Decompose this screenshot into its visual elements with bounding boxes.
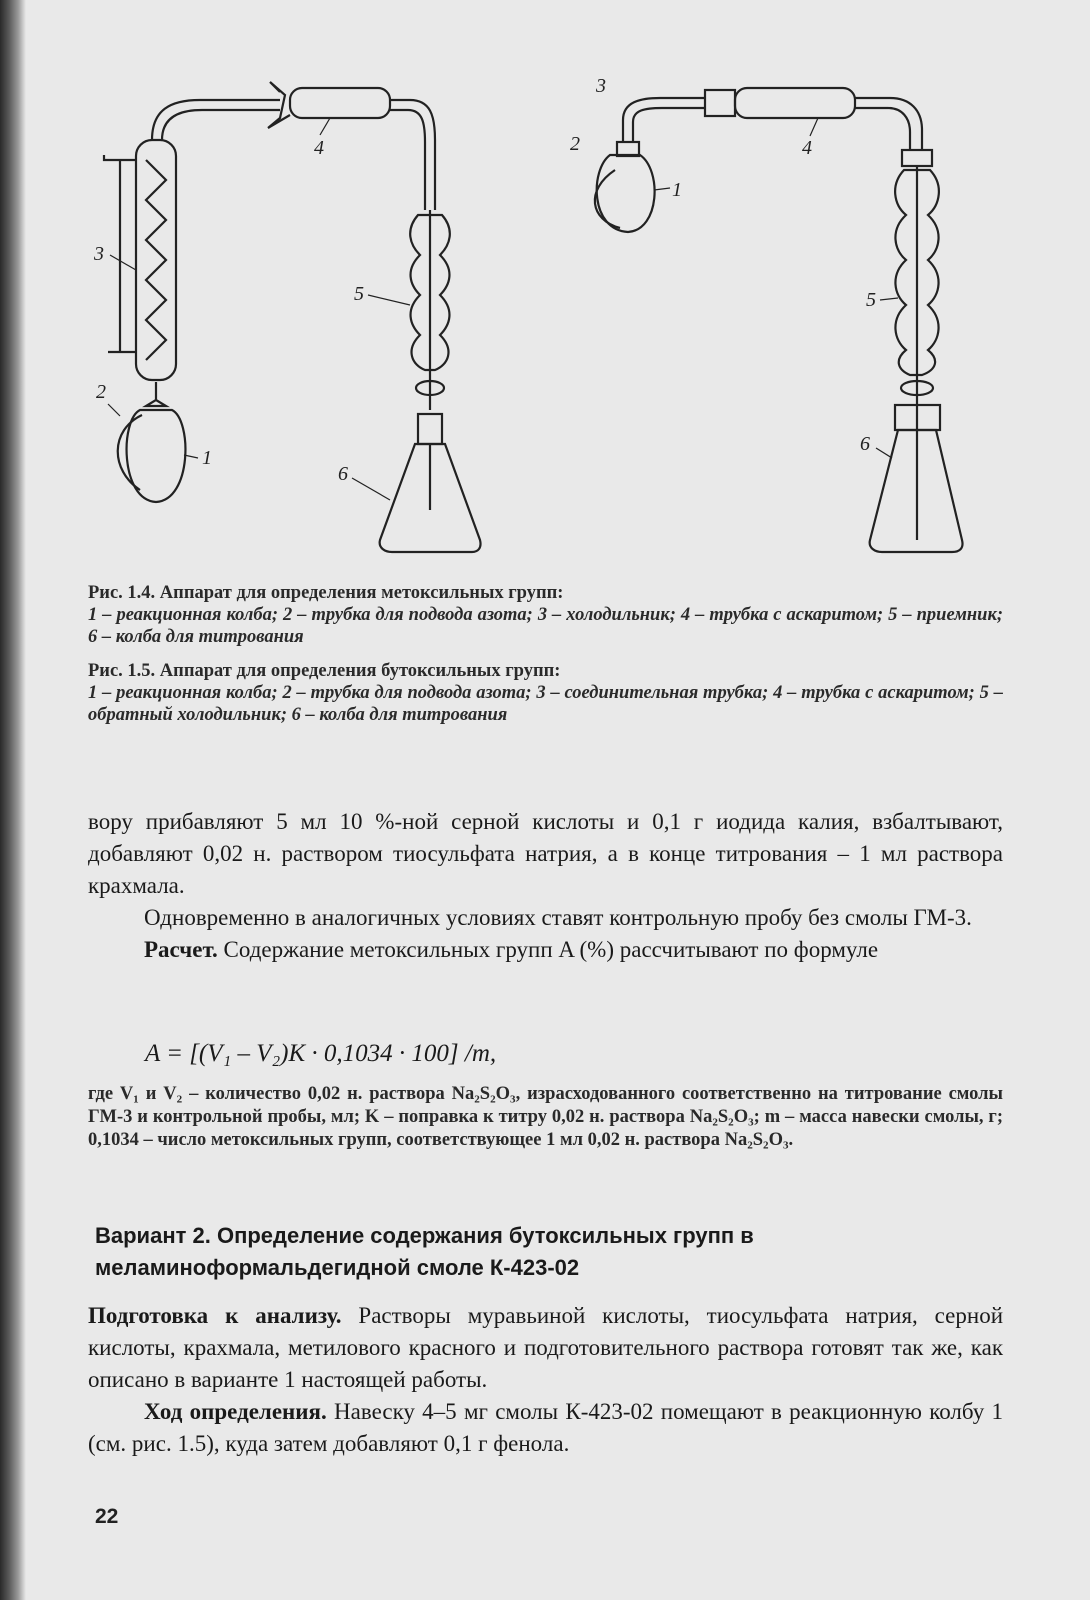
main-text-block <box>88 806 1003 966</box>
titration-flask-stopper <box>418 414 442 444</box>
formula: A = [(V₁ – V₂)K · 0,1034 · 100] /m, <box>145 1040 497 1067</box>
paragraph-rest: Содержание метоксильных групп A (%) рассчитывают по формуле <box>223 937 879 962</box>
ascarite-tube <box>290 88 390 118</box>
right-label-4: 4 <box>802 137 812 159</box>
upper-tube-bend <box>152 100 280 140</box>
section-text-block <box>88 1300 1003 1460</box>
section-heading: Вариант 2. Определение содержания бутоксильных групп в меламиноформальдегидной смоле К-423-02 <box>95 1223 754 1280</box>
leader-line <box>654 188 670 190</box>
right-condenser-stopper <box>902 150 932 166</box>
right-label-2: 2 <box>570 133 580 155</box>
right-label-1: 1 <box>672 179 682 201</box>
reaction-flask <box>127 410 186 502</box>
flask-neck <box>146 382 166 406</box>
ascarite-tube-joint <box>268 82 290 128</box>
leader-line <box>108 404 120 416</box>
paragraph-rest: Растворы муравьиной кислоты, тиосульфата натрия, серной кислоты, крахмала, метилового красного и подготовительного раствора готовят так же, как описано в варианте 1 настоящей работы. <box>88 1303 1003 1392</box>
right-flask-stopper <box>617 142 639 156</box>
figure-caption-1-5 <box>88 660 1003 726</box>
paragraph <box>88 1396 1003 1460</box>
paragraph-rest: Навеску 4–5 мг смолы К-423-02 помещают в реакционную колбу 1 (см. рис. 1.5), куда затем добавляют 0,1 г фенола. <box>88 1399 1004 1456</box>
page-binding-shadow <box>0 0 26 1600</box>
paragraph <box>88 934 1003 966</box>
connecting-tube <box>623 98 705 142</box>
paragraph-lead: Расчет. <box>144 937 218 962</box>
leader-line <box>368 295 410 305</box>
apparatus-drawing <box>80 70 1030 570</box>
paragraph: вору прибавляют 5 мл 10 %-ной серной кислоты и 0,1 г иодида калия, взбалтывают, добавляют 0,02 н. раствором тиосульфата натрия, а в конце титрования – 1 мл раствора крахмала. <box>88 809 1003 898</box>
condenser-jacket <box>136 140 176 380</box>
right-apparatus <box>570 75 963 552</box>
formula-explanation: где V₁ и V₂ – количество 0,02 н. раствора Na₂S₂O₃, израсходованного соответственно на титрование смолы ГМ-3 и контрольной пробы, мл; K – поправка к титру 0,02 н. раствора Na₂S₂O₃; m – масса навески смолы, г; 0,1034 – число метоксильных групп, соответствующее 1 мл 0,02 н. раствора Na₂S₂O₃. <box>88 1084 1003 1150</box>
right-label-3: 3 <box>596 75 606 97</box>
right-ascarite-tube <box>735 88 855 118</box>
right-descending-tube <box>855 98 922 150</box>
figure-caption-1-4 <box>88 582 1003 648</box>
descending-tube <box>390 100 435 210</box>
leader-line <box>880 298 898 300</box>
paragraph-lead: Подготовка к анализу. <box>88 1303 342 1328</box>
right-label-6: 6 <box>860 433 870 455</box>
left-label-1: 1 <box>202 447 212 469</box>
condenser-coil <box>146 160 166 360</box>
left-label-4: 4 <box>314 137 324 159</box>
caption-title: Рис. 1.5. Аппарат для определения бутоксильных групп: <box>88 661 561 681</box>
left-apparatus <box>93 82 481 552</box>
leader-line <box>352 478 390 500</box>
paragraph: Одновременно в аналогичных условиях ставят контрольную пробу без смолы ГМ-3. <box>144 905 972 930</box>
left-label-3: 3 <box>94 243 104 265</box>
right-label-5: 5 <box>866 289 876 311</box>
left-label-6: 6 <box>338 463 348 485</box>
leader-line <box>110 255 136 270</box>
caption-title: Рис. 1.4. Аппарат для определения метоксильных групп: <box>88 583 564 603</box>
leader-line <box>810 118 818 136</box>
left-label-2: 2 <box>96 381 106 403</box>
leader-line <box>320 118 330 135</box>
caption-body: 1 – реакционная колба; 2 – трубка для подвода азота; 3 – соединительная трубка; 4 – трубка с аскаритом; 5 – обратный холодильник; 6 – колба для титрования <box>88 683 1003 725</box>
right-ascarite-joint <box>705 90 735 116</box>
paragraph-lead: Ход определения. <box>144 1399 327 1424</box>
apparatus-figure <box>80 70 1030 570</box>
left-label-5: 5 <box>354 283 364 305</box>
leader-line <box>876 448 892 458</box>
caption-body: 1 – реакционная колба; 2 – трубка для подвода азота; 3 – холодильник; 4 – трубка с аскаритом; 5 – приемник; 6 – колба для титрования <box>88 605 1003 647</box>
paragraph <box>88 1300 1003 1396</box>
page-number: 22 <box>95 1505 119 1528</box>
